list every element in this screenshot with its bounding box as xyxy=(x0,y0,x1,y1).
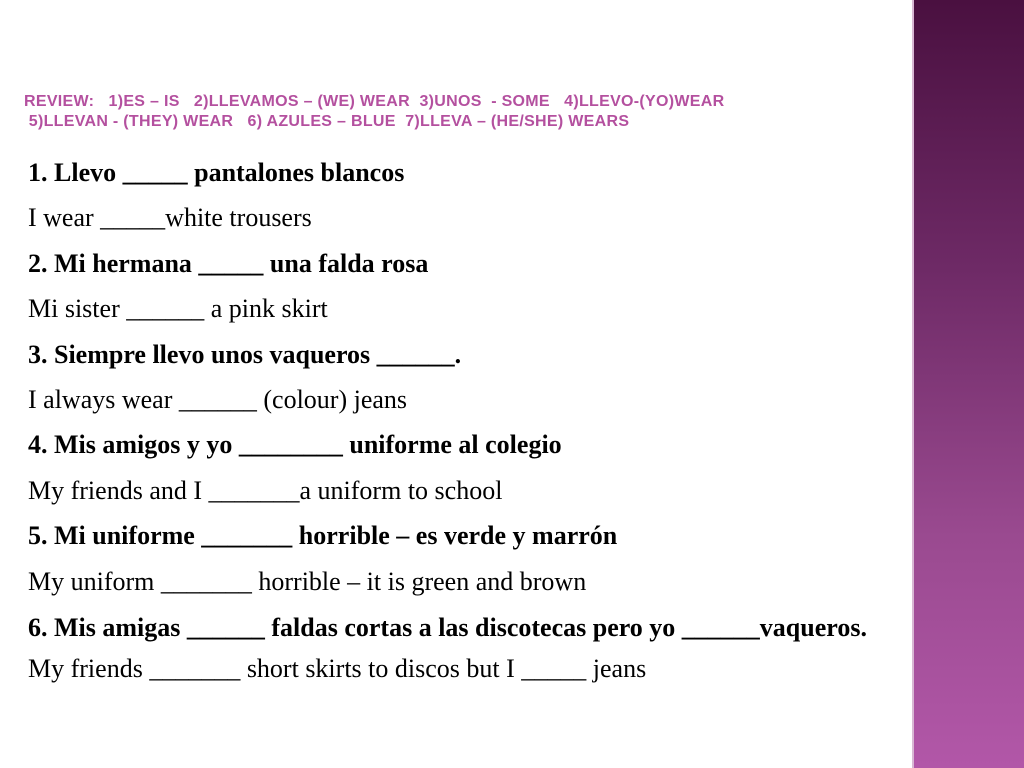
exercise-1-spanish: 1. Llevo _____ pantalones blancos xyxy=(28,158,405,187)
review-title xyxy=(24,92,904,132)
exercise-4-spanish: 4. Mis amigos y yo ________ uniforme al colegio xyxy=(28,430,562,460)
exercise-6-english: My friends _______ short skirts to discos but I _____ jeans xyxy=(28,653,647,683)
exercise-3-english: I always wear ______ (colour) jeans xyxy=(28,384,408,414)
exercise-3-spanish: 3. Siempre llevo unos vaqueros ______. xyxy=(28,339,462,369)
review-line-2: 5)LLEVAN - (THEY) WEAR 6) AZULES – BLUE 7)LLEVA – (HE/SHE) WEARS xyxy=(24,113,630,130)
exercise-2-spanish: 2. Mi hermana _____ una falda rosa xyxy=(28,248,429,278)
exercise-list xyxy=(28,158,908,699)
review-line-1: REVIEW: 1)ES – IS 2)LLEVAMOS – (WE) WEAR 3)UNOS - SOME 4)LLEVO-(YO)WEAR xyxy=(24,93,725,110)
exercise-5-spanish: 5. Mi uniforme _______ horrible – es verde y marrón xyxy=(28,521,618,551)
decorative-sidebar xyxy=(912,0,1024,768)
exercise-4-english: My friends and I _______a uniform to school xyxy=(28,475,503,505)
exercise-1-english: I wear _____white trousers xyxy=(28,203,312,233)
exercise-6-spanish: 6. Mis amigas ______ faldas cortas a las discotecas pero yo ______vaqueros. xyxy=(28,612,867,642)
exercise-5-english: My uniform _______ horrible – it is green and brown xyxy=(28,566,587,596)
exercise-2-english: Mi sister ______ a pink skirt xyxy=(28,294,328,324)
sidebar-edge xyxy=(912,0,914,768)
